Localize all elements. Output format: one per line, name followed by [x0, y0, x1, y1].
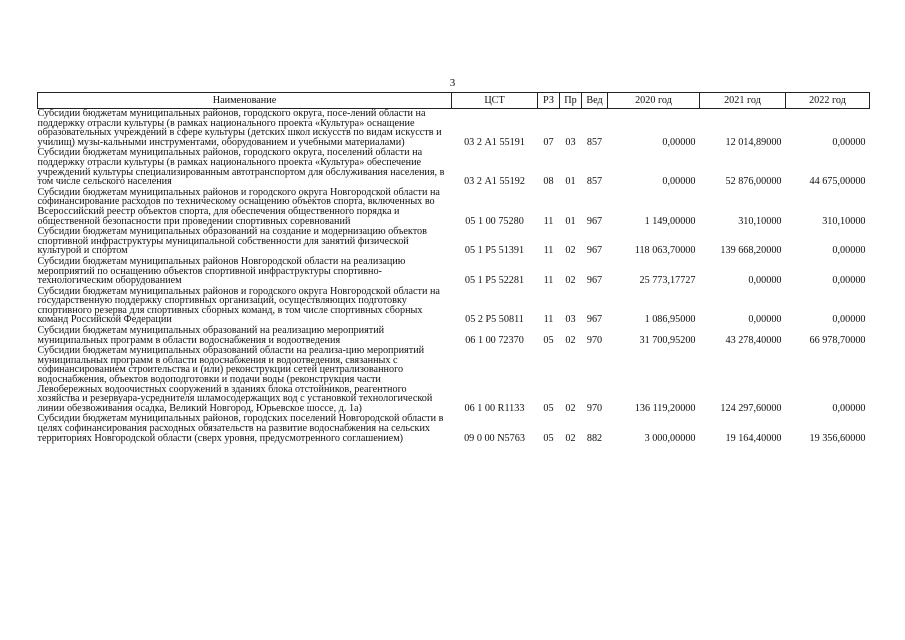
row-2021: 12 014,89000	[725, 136, 782, 148]
row-rz: 07	[543, 136, 554, 148]
row-2022: 0,00000	[832, 314, 866, 326]
row-ved: 970	[586, 402, 603, 414]
row-2020: 0,00000	[662, 176, 696, 188]
row-cst: 09 0 00 N5763	[464, 432, 525, 444]
row-name: Субсидии бюджетам муниципальных районов, городского округа, поселений области на поддержку отрасли культуры (в рамках национального проекта «Культура» обеспечение учреждений культуры специализированным автотранспортом для обслуживания населения, в том числе сельского населения	[37, 147, 445, 188]
table-row	[38, 287, 870, 326]
row-name: Субсидии бюджетам муниципальных образований области на реализа-цию мероприятий муниципальных программ в области водоснабжения и водоотведения, связанных с софинансированием строительства и (или) реконструкции сетей централизованного водоснабжения, объектов водоподготовки и подачи воды (реконструкция части Левобережных водоочистных сооружений в зданиях блока отстойников, реагентного хозяйства и резервуара-усреднителя шламосодержащих вод с установкой технологической линии обезвоживания осадка, Великий Новгород, Юрьевское шоссе, д. 1а)	[37, 345, 433, 414]
row-2022: 0,00000	[832, 245, 866, 257]
row-2022: 19 356,60000	[809, 432, 866, 444]
row-cst: 05 1 00 75280	[465, 215, 524, 227]
row-2020: 31 700,95200	[639, 334, 696, 346]
table-row	[38, 188, 870, 227]
row-pr: 02	[565, 334, 576, 346]
row-2021: 139 668,20000	[720, 245, 782, 257]
header-2020: 2020 год	[608, 93, 700, 109]
row-name: Субсидии бюджетам муниципальных районов, городского округа, посе-лений области на поддержку отрасли культуры (в рамках национального проекта «Культура» оснащение образовательных учреждений в сфере культуры (детских школ искусств по видам искусств и училищ) музы-кальными инструментами, оборудованием и учебными материалами)	[37, 108, 442, 148]
row-2020: 1 149,00000	[644, 215, 696, 227]
row-rz: 05	[543, 402, 554, 414]
table-row	[38, 257, 870, 287]
header-2021: 2021 год	[700, 93, 786, 109]
row-pr: 03	[565, 314, 576, 326]
row-pr: 03	[565, 136, 576, 148]
table-row	[38, 227, 870, 257]
row-ved: 967	[586, 314, 603, 326]
row-2022: 310,10000	[822, 215, 866, 227]
row-pr: 02	[565, 275, 576, 287]
row-rz: 08	[543, 176, 554, 188]
table-header-row	[38, 93, 870, 109]
row-pr: 01	[565, 215, 576, 227]
row-2021: 52 876,00000	[725, 176, 782, 188]
row-pr: 02	[565, 245, 576, 257]
row-cst: 05 2 Р5 50811	[465, 314, 524, 326]
row-2021: 124 297,60000	[720, 402, 782, 414]
row-2021: 0,00000	[748, 314, 782, 326]
header-cst: ЦСТ	[452, 93, 538, 109]
row-2020: 118 063,70000	[634, 245, 696, 257]
row-cst: 06 1 00 72370	[465, 334, 524, 346]
header-pr: Пр	[560, 93, 582, 109]
row-2022: 66 978,70000	[809, 334, 866, 346]
row-2020: 0,00000	[662, 136, 696, 148]
row-cst: 05 1 Р5 52281	[464, 275, 525, 287]
row-name: Субсидии бюджетам муниципальных районов, городских поселений Новгородской области в целях софинансирования расходных обязательств на развитие водоснабжения на сельских территориях Новгородской области (сверх уровня, предусмотренного соглашением)	[37, 413, 444, 444]
row-ved: 882	[586, 432, 603, 444]
row-ved: 857	[586, 176, 603, 188]
table-row	[38, 326, 870, 346]
row-cst: 05 1 Р5 51391	[464, 245, 525, 257]
row-name: Субсидии бюджетам муниципальных образований на реализацию мероприятий муниципальных программ в области водоснабжения и водоотведения	[37, 325, 385, 346]
row-2021: 19 164,40000	[725, 432, 782, 444]
row-2020: 1 086,95000	[644, 314, 696, 326]
row-pr: 02	[565, 432, 576, 444]
table-row	[38, 148, 870, 187]
row-rz: 05	[543, 334, 554, 346]
row-ved: 970	[586, 334, 603, 346]
row-rz: 11	[543, 215, 554, 227]
row-2022: 0,00000	[832, 136, 866, 148]
row-ved: 967	[586, 245, 603, 257]
row-cst: 03 2 А1 55191	[464, 136, 525, 148]
row-2022: 0,00000	[832, 402, 866, 414]
row-2022: 0,00000	[832, 275, 866, 287]
row-name: Субсидии бюджетам муниципальных районов и городского округа Новгородской области на государственную поддержку спортивных организаций, осуществляющих подготовку спортивного резерва для спортивных сборных команд, в том числе спортивных сборных команд Российской Федерации	[37, 285, 440, 326]
row-cst: 03 2 А1 55192	[464, 176, 525, 188]
header-ved: Вед	[582, 93, 608, 109]
table-row	[38, 109, 870, 149]
row-2022: 44 675,00000	[809, 176, 866, 188]
header-name: Наименование	[38, 93, 452, 109]
row-rz: 05	[543, 432, 554, 444]
row-pr: 01	[565, 176, 576, 188]
row-ved: 967	[586, 215, 603, 227]
row-cst: 06 1 00 R1133	[464, 402, 525, 414]
row-rz: 11	[543, 314, 554, 326]
row-name: Субсидии бюджетам муниципальных образований на создание и модернизацию объектов спортивной инфраструктуры муниципальной собственности для занятий физической культурой и спортом	[37, 226, 427, 257]
table-row	[38, 346, 870, 414]
row-2021: 0,00000	[748, 275, 782, 287]
table-row	[38, 414, 870, 444]
row-ved: 967	[586, 275, 603, 287]
header-2022: 2022 год	[786, 93, 870, 109]
row-name: Субсидии бюджетам муниципальных районов Новгородской области на реализацию мероприятий по оснащению объектов спортивной инфраструктуры спортивно-технологическим оборудованием	[37, 255, 406, 287]
row-rz: 11	[543, 245, 554, 257]
row-pr: 02	[565, 402, 576, 414]
row-2020: 3 000,00000	[644, 432, 696, 444]
row-2020: 25 773,17727	[639, 275, 696, 287]
page-number: 3	[449, 77, 456, 89]
row-2021: 43 278,40000	[725, 334, 782, 346]
row-ved: 857	[586, 136, 603, 148]
budget-table	[37, 92, 870, 444]
header-rz: РЗ	[538, 93, 560, 109]
row-2021: 310,10000	[738, 215, 782, 227]
row-2020: 136 119,20000	[634, 402, 696, 414]
row-rz: 11	[543, 275, 554, 287]
row-name: Субсидии бюджетам муниципальных районов и городского округа Новгородской области на софинансирование расходов по техническому оснащению объектов спорта, включенных во Всероссийский реестр объектов спорта, для обеспечения общественного порядка и общественной безопасности при проведении спортивных соревнований	[37, 186, 440, 227]
